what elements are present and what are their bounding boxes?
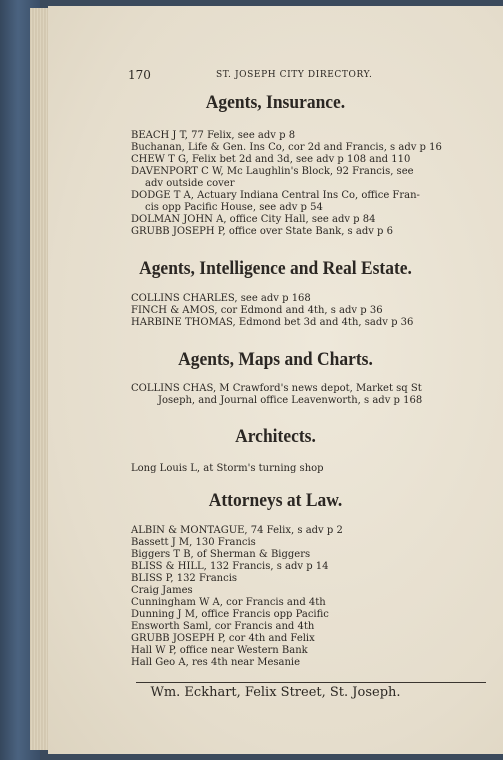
- entry-beach: BEACH J T, 77 Felix, see adv p 8: [131, 130, 296, 141]
- entry-bliss-p: BLISS P, 132 Francis: [131, 573, 238, 584]
- entry-chew: CHEW T G, Felix bet 2d and 3d, see adv p 108 and 110: [131, 154, 411, 165]
- entry-davenport-cont: adv outside cover: [145, 178, 235, 189]
- entry-albin-montague: ALBIN & MONTAGUE, 74 Felix, s adv p 2: [131, 525, 343, 536]
- entry-craig: Craig James: [131, 585, 193, 596]
- entry-long-louis: Long Louis L, at Storm's turning shop: [131, 463, 324, 474]
- running-head: ST. JOSEPH CITY DIRECTORY.: [216, 70, 373, 80]
- entry-dodge: DODGE T A, Actuary Indiana Central Ins Co, office Fran-: [131, 190, 420, 201]
- entry-davenport: DAVENPORT C W, Mc Laughlin's Block, 92 Francis, see: [131, 166, 414, 177]
- heading-architects: Architects.: [235, 426, 316, 447]
- heading-attorneys: Attorneys at Law.: [208, 490, 343, 511]
- footer-rule: [136, 682, 486, 683]
- entry-dunning: Dunning J M, office Francis opp Pacific: [131, 609, 329, 620]
- heading-agents-maps: Agents, Maps and Charts.: [178, 349, 373, 370]
- entry-buchanan: Buchanan, Life & Gen. Ins Co, cor 2d and Francis, s adv p 16: [131, 142, 442, 153]
- entry-biggers: Biggers T B, of Sherman & Biggers: [131, 549, 311, 560]
- entry-finch-amos: FINCH & AMOS, cor Edmond and 4th, s adv p 36: [131, 305, 383, 316]
- footer-advertisement: Wm. Eckhart, Felix Street, St. Joseph.: [150, 685, 401, 700]
- heading-agents-insurance: Agents, Insurance.: [205, 92, 346, 113]
- entry-dodge-cont: cis opp Pacific House, see adv p 54: [145, 202, 323, 213]
- entry-dolman: DOLMAN JOHN A, office City Hall, see adv p 84: [131, 214, 376, 225]
- entry-bliss-hill: BLISS & HILL, 132 Francis, s adv p 14: [131, 561, 329, 572]
- entry-collins-chas-cont: Joseph, and Journal office Leavenworth, s adv p 168: [158, 395, 423, 406]
- entry-bassett: Bassett J M, 130 Francis: [131, 537, 256, 548]
- page-number: 170: [128, 68, 151, 82]
- directory-page: [48, 6, 503, 754]
- entry-grubb-insurance: GRUBB JOSEPH P, office over State Bank, s adv p 6: [131, 226, 393, 237]
- entry-collins-chas: COLLINS CHAS, M Crawford's news depot, Market sq St: [131, 383, 422, 394]
- entry-ensworth: Ensworth Saml, cor Francis and 4th: [131, 621, 315, 632]
- entry-hall-geo: Hall Geo A, res 4th near Mesanie: [131, 657, 301, 668]
- entry-hall-wp: Hall W P, office near Western Bank: [131, 645, 308, 656]
- heading-agents-intelligence: Agents, Intelligence and Real Estate.: [139, 258, 412, 279]
- entry-cunningham: Cunningham W A, cor Francis and 4th: [131, 597, 326, 608]
- entry-collins-charles: COLLINS CHARLES, see adv p 168: [131, 293, 311, 304]
- entry-harbine: HARBINE THOMAS, Edmond bet 3d and 4th, sadv p 36: [131, 317, 414, 328]
- entry-grubb-attorney: GRUBB JOSEPH P, cor 4th and Felix: [131, 633, 315, 644]
